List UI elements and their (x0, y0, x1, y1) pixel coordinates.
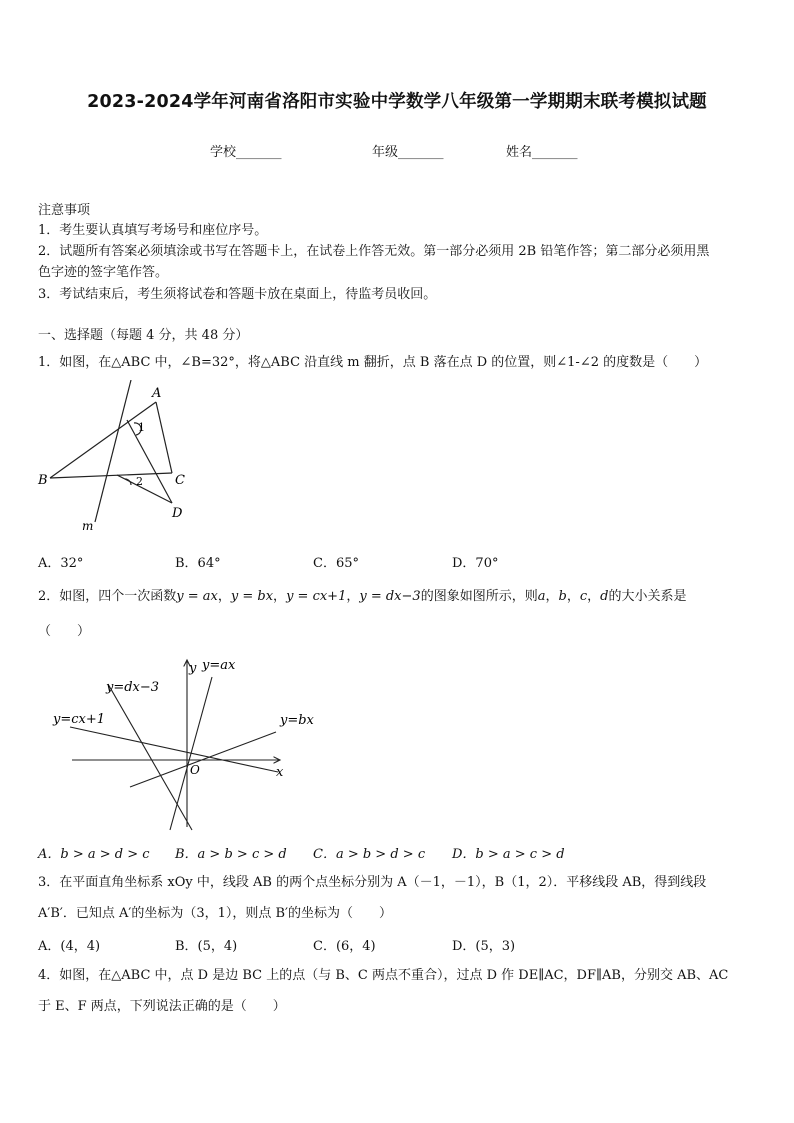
q2-option-b[interactable]: B．a > b > c > d (175, 847, 287, 862)
notice-item-2: 2．试题所有答案必须填涂或书写在答题卡上，在试卷上作答无效。第一部分必须用 2B 铅笔作答；第二部分必须用黑 (38, 244, 710, 259)
label-y-cx-1: y=cx+1 (53, 712, 106, 727)
segment-ac (156, 402, 172, 473)
segment-fold-d (127, 420, 172, 503)
label-b: B (38, 473, 48, 488)
q2-comma-3: ， (587, 589, 601, 604)
q1-option-a[interactable]: A．32° (38, 556, 84, 571)
q2-sep-2: ， (273, 589, 287, 604)
grade-blank: _______ (398, 145, 444, 160)
notice-item-3: 3．考试结束后，考生须将试卷和答题卡放在桌面上，待监考员收回。 (38, 287, 437, 302)
q2-sep-1: ， (217, 589, 231, 604)
q1-text: 1．如图，在△ABC 中，∠B=32°，将△ABC 沿直线 m 翻折，点 B 落在点 D 的位置，则∠1-∠2 的度数是（ ） (38, 355, 708, 370)
segment-bc (50, 473, 172, 478)
label-y-bx: y=bx (280, 713, 314, 728)
page-title: 2023-2024学年河南省洛阳市实验中学数学八年级第一学期期末联考模拟试题 (87, 92, 707, 112)
q2-var-c: c (579, 589, 588, 604)
x-axis-label: x (276, 765, 284, 780)
q1-option-b[interactable]: B．64° (175, 556, 221, 571)
label-c: C (175, 473, 185, 488)
label-a: A (152, 386, 162, 401)
q1-option-d[interactable]: D．70° (452, 556, 499, 571)
q4-text-line1: 4．如图，在△ABC 中，点 D 是边 BC 上的点（与 B、C 两点不重合），过点 D 作 DE∥AC，DF∥AB，分别交 AB、AC (38, 968, 729, 983)
q2-function-bx: y = bx (230, 589, 274, 604)
section-heading: 一、选择题（每题 4 分，共 48 分） (38, 328, 249, 343)
segment-ba (50, 402, 156, 478)
q3-text-line2: A′B′．已知点 A′的坐标为（3，1），则点 B′的坐标为（ ） (38, 906, 392, 921)
q2-text-b: 的图象如图所示，则 (420, 589, 538, 604)
label-y-ax: y=ax (202, 658, 236, 673)
q2-sep-3: ， (346, 589, 360, 604)
grade-label: 年级 (372, 145, 399, 160)
school-label: 学校 (210, 145, 237, 160)
origin-label: O (190, 763, 200, 777)
q3-option-c[interactable]: C．(6，4) (313, 939, 376, 954)
q3-option-a[interactable]: A．(4，4) (38, 939, 101, 954)
q2-option-a[interactable]: A．b > a > d > c (38, 847, 150, 862)
notice-heading: 注意事项 (38, 203, 91, 218)
q4-text-line2: 于 E、F 两点，下列说法正确的是（ ） (38, 999, 286, 1014)
school-field[interactable] (210, 141, 282, 160)
q1-triangle-figure (30, 380, 205, 535)
q2-text-a: 2．如图，四个一次函数 (38, 589, 177, 604)
notice-item-1: 1．考生要认真填写考场号和座位序号。 (38, 223, 268, 238)
q2-answer-paren: （ ） (38, 624, 91, 639)
name-field[interactable] (506, 141, 578, 160)
q2-function-cx: y = cx+1 (286, 589, 347, 604)
name-blank: _______ (532, 145, 578, 160)
line-m (95, 380, 131, 522)
q2-function-dx: y = dx−3 (359, 589, 421, 604)
q2-graph-figure (50, 652, 330, 832)
label-d: D (172, 506, 183, 521)
q3-option-b[interactable]: B．(5，4) (175, 939, 238, 954)
school-blank: _______ (236, 145, 282, 160)
q2-text-c: 的大小关系是 (608, 589, 687, 604)
line-y-cx-1 (70, 727, 278, 772)
label-angle-2: 2 (136, 475, 143, 488)
label-y-dx-3: y=dx−3 (106, 680, 160, 695)
q2-option-c[interactable]: C．a > b > d > c (313, 847, 426, 862)
label-m: m (82, 519, 94, 533)
q2-var-d: d (600, 589, 609, 604)
grade-field[interactable] (372, 141, 444, 160)
q2-text (38, 587, 686, 607)
q2-function-ax: y = ax (176, 589, 218, 604)
q2-comma-1: ， (545, 589, 559, 604)
q3-text-line1: 3．在平面直角坐标系 xOy 中，线段 AB 的两个点坐标分别为 A（－1，－1），B（1，2）．平移线段 AB，得到线段 (38, 875, 707, 890)
q2-var-b: b (558, 589, 567, 604)
label-angle-1: 1 (138, 421, 145, 434)
q3-option-d[interactable]: D．(5，3) (452, 939, 516, 954)
q2-option-d[interactable]: D．b > a > c > d (452, 847, 565, 862)
line-y-dx-3 (108, 684, 192, 830)
q1-option-c[interactable]: C．65° (313, 556, 359, 571)
name-label: 姓名 (506, 145, 533, 160)
q2-comma-2: ， (566, 589, 580, 604)
q2-var-a: a (537, 589, 546, 604)
notice-item-2-cont: 色字迹的签字笔作答。 (38, 265, 169, 280)
y-axis-label: y (189, 661, 197, 676)
